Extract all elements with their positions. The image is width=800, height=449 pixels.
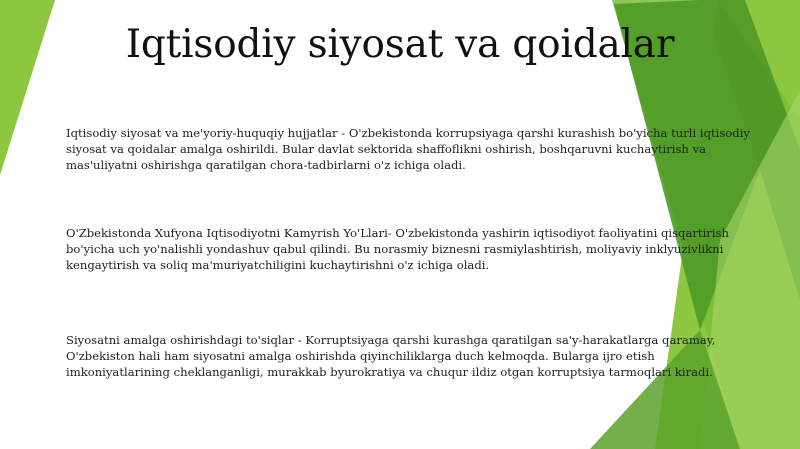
paragraph-shadow-economy: O'Zbekistonda Xufyona Iqtisodiyotni Kamyrish Yo'Llari- O'zbekistonda yashirin iqtisodiyot faoliyatini qisqartirish bo'yicha uch yo'nalishli yondashuv qabul qilindi. Bu norasmiy biznesni rasmiylashtirish, moliyaviy inklyuzivlikni kengaytirish va soliq ma'muriyatchiligini kuchaytirishni o'z ichiga oladi. bbox=[66, 226, 729, 272]
paragraph-implementation-barriers: Siyosatni amalga oshirishdagi to'siqlar - Korruptsiyaga qarshi kurashga qaratilgan sa'y-harakatlarga qaramay, O'zbekiston hali ham siyosatni amalga oshirishda qiyinchiliklarga duch kelmoqda. Bularga ijro etish imkoniyatlarining cheklanganligi, murakkab byurokratiya va chuqur ildiz otgan korruptsiya tarmoqlari kiradi. bbox=[66, 333, 716, 379]
slide-title: Iqtisodiy siyosat va qoidalar bbox=[125, 22, 675, 67]
paragraph-economic-policy: Iqtisodiy siyosat va me'yoriy-huquqiy hujjatlar - O'zbekistonda korrupsiyaga qarshi kurashish bo'yicha turli iqtisodiy siyosat va qoidalar amalga oshirildi. Bular davlat sektorida shaffoflikni oshirish, boshqaruvni kuchaytirish va mas'uliyatni oshirishga qaratilgan chora-tadbirlarni o'z ichiga oladi. bbox=[66, 126, 750, 172]
